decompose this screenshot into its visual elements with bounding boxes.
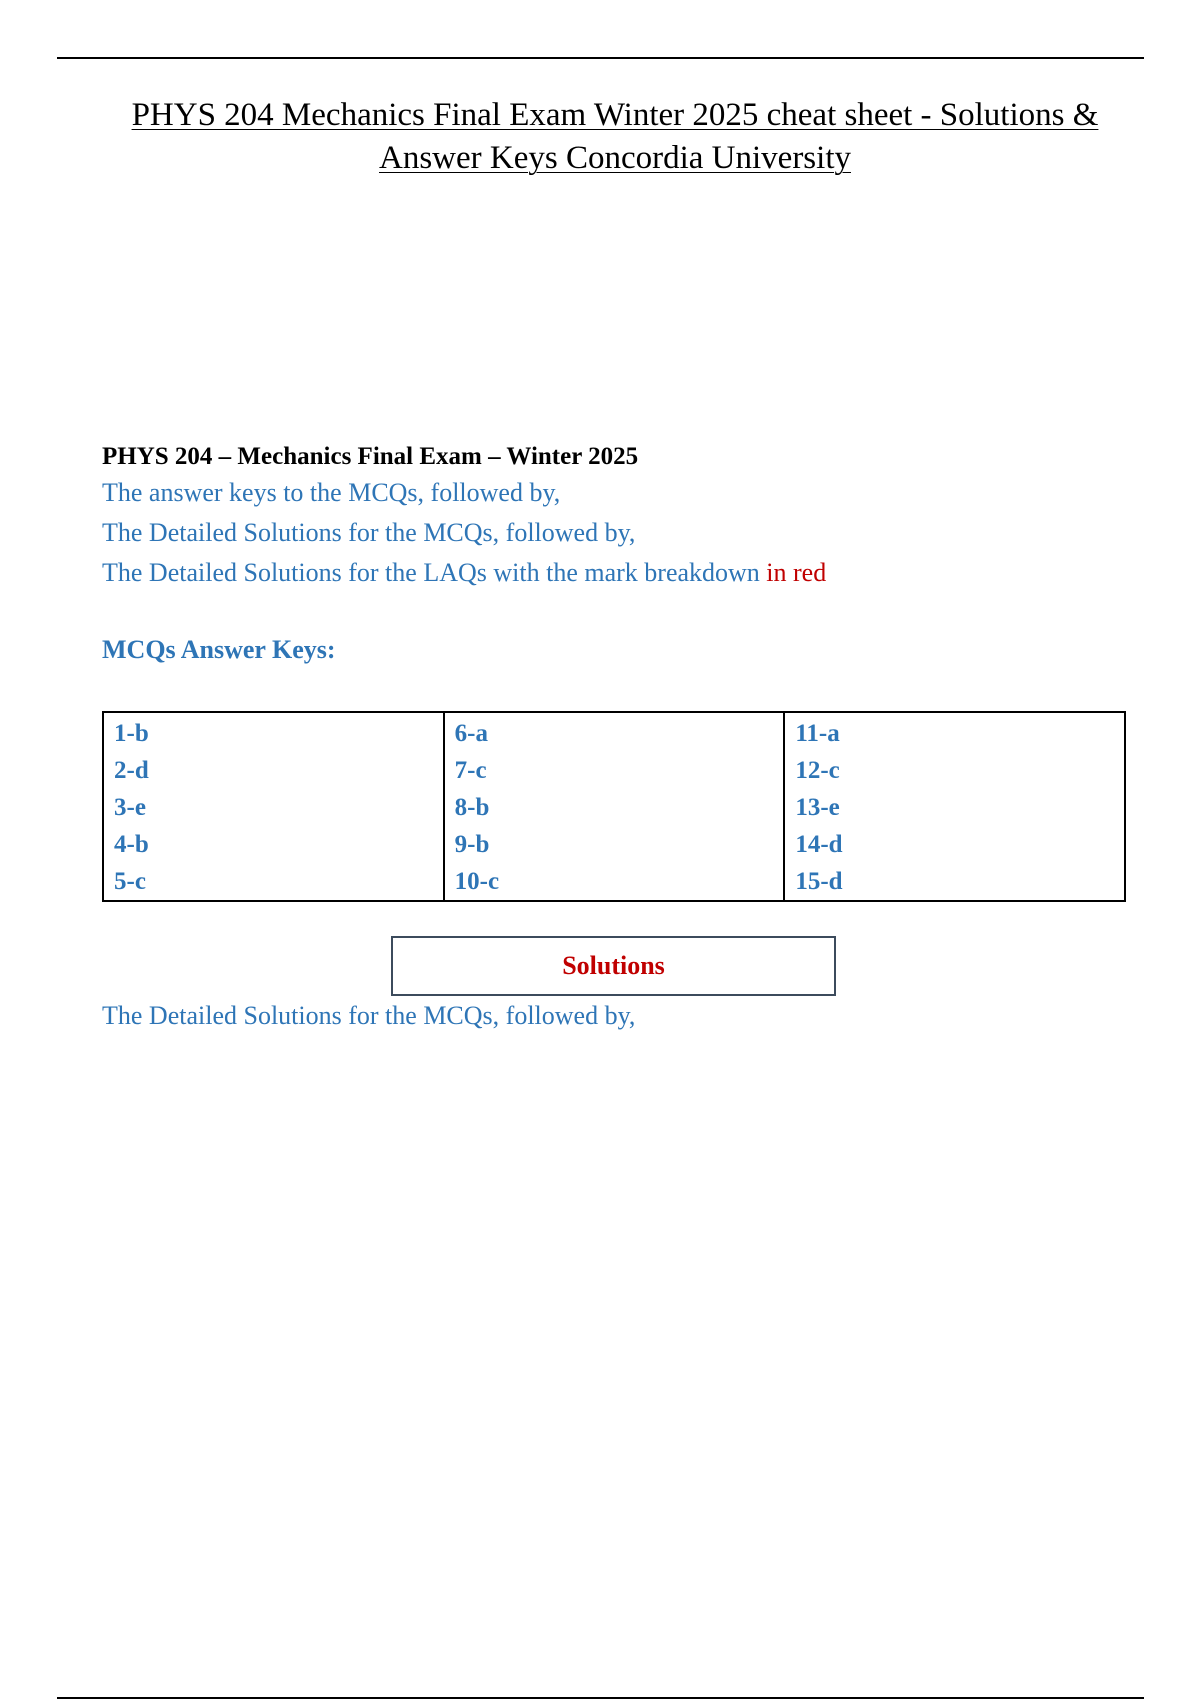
answer-key-9: 9-b	[454, 831, 490, 858]
exam-heading: PHYS 204 – Mechanics Final Exam – Winter 2025	[102, 443, 639, 470]
intro-line-laq-text: The Detailed Solutions for the LAQs with the mark breakdown	[102, 558, 767, 587]
answer-key-4: 4-b	[114, 831, 149, 858]
answer-key-7: 7-c	[454, 757, 487, 784]
intro-line-mcq-solutions: The Detailed Solutions for the MCQs, followed by,	[102, 518, 636, 547]
answer-key-10: 10-c	[454, 868, 500, 895]
answer-key-1: 1-b	[114, 720, 149, 747]
solutions-intro-line: The Detailed Solutions for the MCQs, followed by,	[102, 1001, 636, 1030]
document-title: PHYS 204 Mechanics Final Exam Winter 2025 cheat sheet - Solutions & Answer Keys Concordia University	[131, 97, 1099, 176]
bottom-rule	[57, 1697, 1144, 1699]
answer-key-15: 15-d	[795, 868, 843, 895]
answer-keys-column-2	[444, 712, 785, 901]
answer-keys-column-1	[103, 712, 444, 901]
in-red-note: in red	[766, 558, 827, 587]
solutions-heading-box: Solutions	[391, 936, 836, 996]
top-rule	[57, 57, 1144, 59]
answer-key-2: 2-d	[114, 757, 149, 784]
answer-keys-column-3	[784, 712, 1125, 901]
answer-keys-heading: MCQs Answer Keys:	[102, 635, 336, 664]
answer-key-13: 13-e	[795, 794, 840, 821]
answer-key-3: 3-e	[114, 794, 146, 821]
answer-key-8: 8-b	[454, 794, 490, 821]
answer-key-5: 5-c	[114, 868, 146, 895]
intro-line-answer-keys: The answer keys to the MCQs, followed by,	[102, 478, 561, 507]
answer-keys-table	[102, 711, 1126, 902]
intro-section	[102, 434, 1102, 593]
answer-key-14: 14-d	[795, 831, 843, 858]
answer-key-12: 12-c	[795, 757, 840, 784]
answer-key-6: 6-a	[454, 720, 488, 747]
answer-key-11: 11-a	[795, 720, 840, 747]
intro-line-laq-solutions	[102, 553, 1102, 593]
